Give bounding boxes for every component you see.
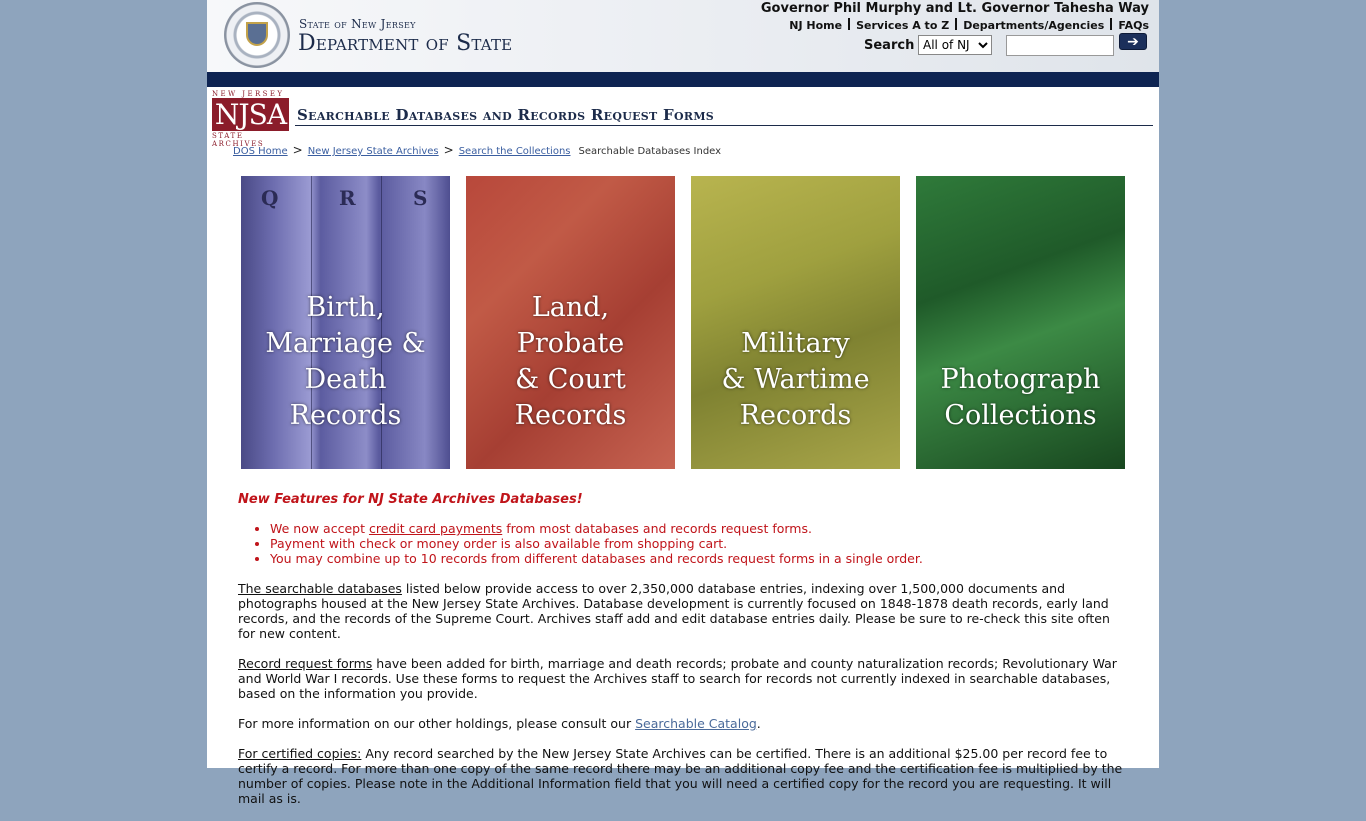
department-of-state-title[interactable]: Department of State [298, 31, 513, 56]
certified-copies-link[interactable]: For certified copies: [238, 746, 362, 761]
tile-land-probate-court-records[interactable] [466, 176, 675, 469]
njsa-logo-bottom-text: STATE ARCHIVES [212, 132, 265, 148]
tile-label: Birth, Marriage & Death Records [265, 292, 426, 431]
faqs-link[interactable]: FAQs [1118, 19, 1149, 32]
governor-banner: Governor Phil Murphy and Lt. Governor Tahesha Way [760, 1, 1149, 16]
nj-state-seal-icon[interactable] [224, 2, 290, 68]
page-container [207, 0, 1159, 806]
tile-military-wartime-records[interactable] [691, 176, 900, 469]
search-scope-select[interactable] [918, 35, 992, 55]
list-item: • Payment with check or money order is also available from shopping cart. [270, 536, 1128, 551]
breadcrumb-state-archives[interactable]: New Jersey State Archives [307, 146, 439, 157]
spine-letter: S [413, 186, 428, 210]
credit-card-payments-link[interactable]: credit card payments [368, 521, 503, 536]
searchable-catalog-link[interactable]: Searchable Catalog [635, 716, 757, 731]
njsa-logo-top-text: NEW JERSEY [212, 90, 285, 98]
breadcrumb-current: Searchable Databases Index [578, 146, 722, 157]
catalog-paragraph: For more information on our other holdings, please consult our Searchable Catalog. [238, 716, 761, 731]
record-request-forms-link[interactable]: Record request forms [238, 656, 373, 671]
databases-paragraph: The searchable databases listed below provide access to over 2,350,000 database entries, indexing over 1,500,000 documents and photographs housed at the New Jersey State Archives. Database development is currently focused on 1848-1878 death records, early land records, and the records of the Supreme Court. Archives staff add and edit database entries daily. Please be sure to re-check this site often for new content. [238, 581, 1110, 641]
breadcrumb-dos-home[interactable]: DOS Home [233, 146, 288, 157]
search-go-button[interactable] [1119, 33, 1147, 50]
state-of-nj-label[interactable]: State of New Jersey [299, 17, 416, 31]
search-label: Search [864, 38, 915, 53]
breadcrumb: DOS Home > New Jersey State Archives > Search the Collections Searchable Databases Index [233, 143, 722, 157]
request-forms-paragraph: Record request forms have been added for birth, marriage and death records; probate and county naturalization records; Revolutionary War and World War I records. Use these forms to request the Archives staff to search for records not currently indexed in searchable databases, based on the information you provide. [238, 656, 1117, 701]
departments-agencies-link[interactable]: Departments/Agencies [963, 19, 1105, 32]
new-features-heading: New Features for NJ State Archives Databases! [238, 492, 583, 507]
arrow-right-icon: ➔ [1127, 34, 1139, 50]
title-divider [295, 125, 1153, 126]
page-title: Searchable Databases and Records Request Forms [297, 106, 715, 124]
list-item: • We now accept credit card payments from most databases and records request forms. [270, 521, 1128, 536]
tile-label: Photograph Collections [940, 364, 1101, 431]
top-links [789, 18, 1149, 32]
features-list [270, 521, 1128, 566]
searchable-databases-link[interactable]: The searchable databases [238, 581, 402, 596]
certified-copies-paragraph: For certified copies: Any record searched by the New Jersey State Archives can be certified. There is an additional $25.00 per record fee to certify a record. For more than one copy of the same record there may be an additional copy fee and the certification fee is multiplied by the number of copies. Please note in the Additional Information field that you will need a certified copy for the record you are requesting. It will mail as is. [238, 746, 1123, 806]
site-header [207, 0, 1159, 72]
navigation-bar [207, 72, 1159, 87]
services-a-to-z-link[interactable]: Services A to Z [856, 19, 950, 32]
main-content [238, 492, 1128, 821]
breadcrumb-search-collections[interactable]: Search the Collections [458, 146, 571, 157]
tile-birth-marriage-death-records[interactable] [241, 176, 450, 469]
list-item: • You may combine up to 10 records from different databases and records request forms in a single order. [270, 551, 1128, 566]
spine-letter: Q [261, 186, 279, 210]
search-input[interactable] [1006, 35, 1114, 56]
tile-label: Military & Wartime Records [721, 328, 870, 431]
njsa-logo[interactable]: NJSA [212, 98, 289, 131]
tile-photograph-collections[interactable] [916, 176, 1125, 469]
tile-label: Land, Probate & Court Records [514, 292, 627, 431]
spine-letter: R [339, 186, 356, 210]
nj-home-link[interactable]: NJ Home [789, 19, 843, 32]
